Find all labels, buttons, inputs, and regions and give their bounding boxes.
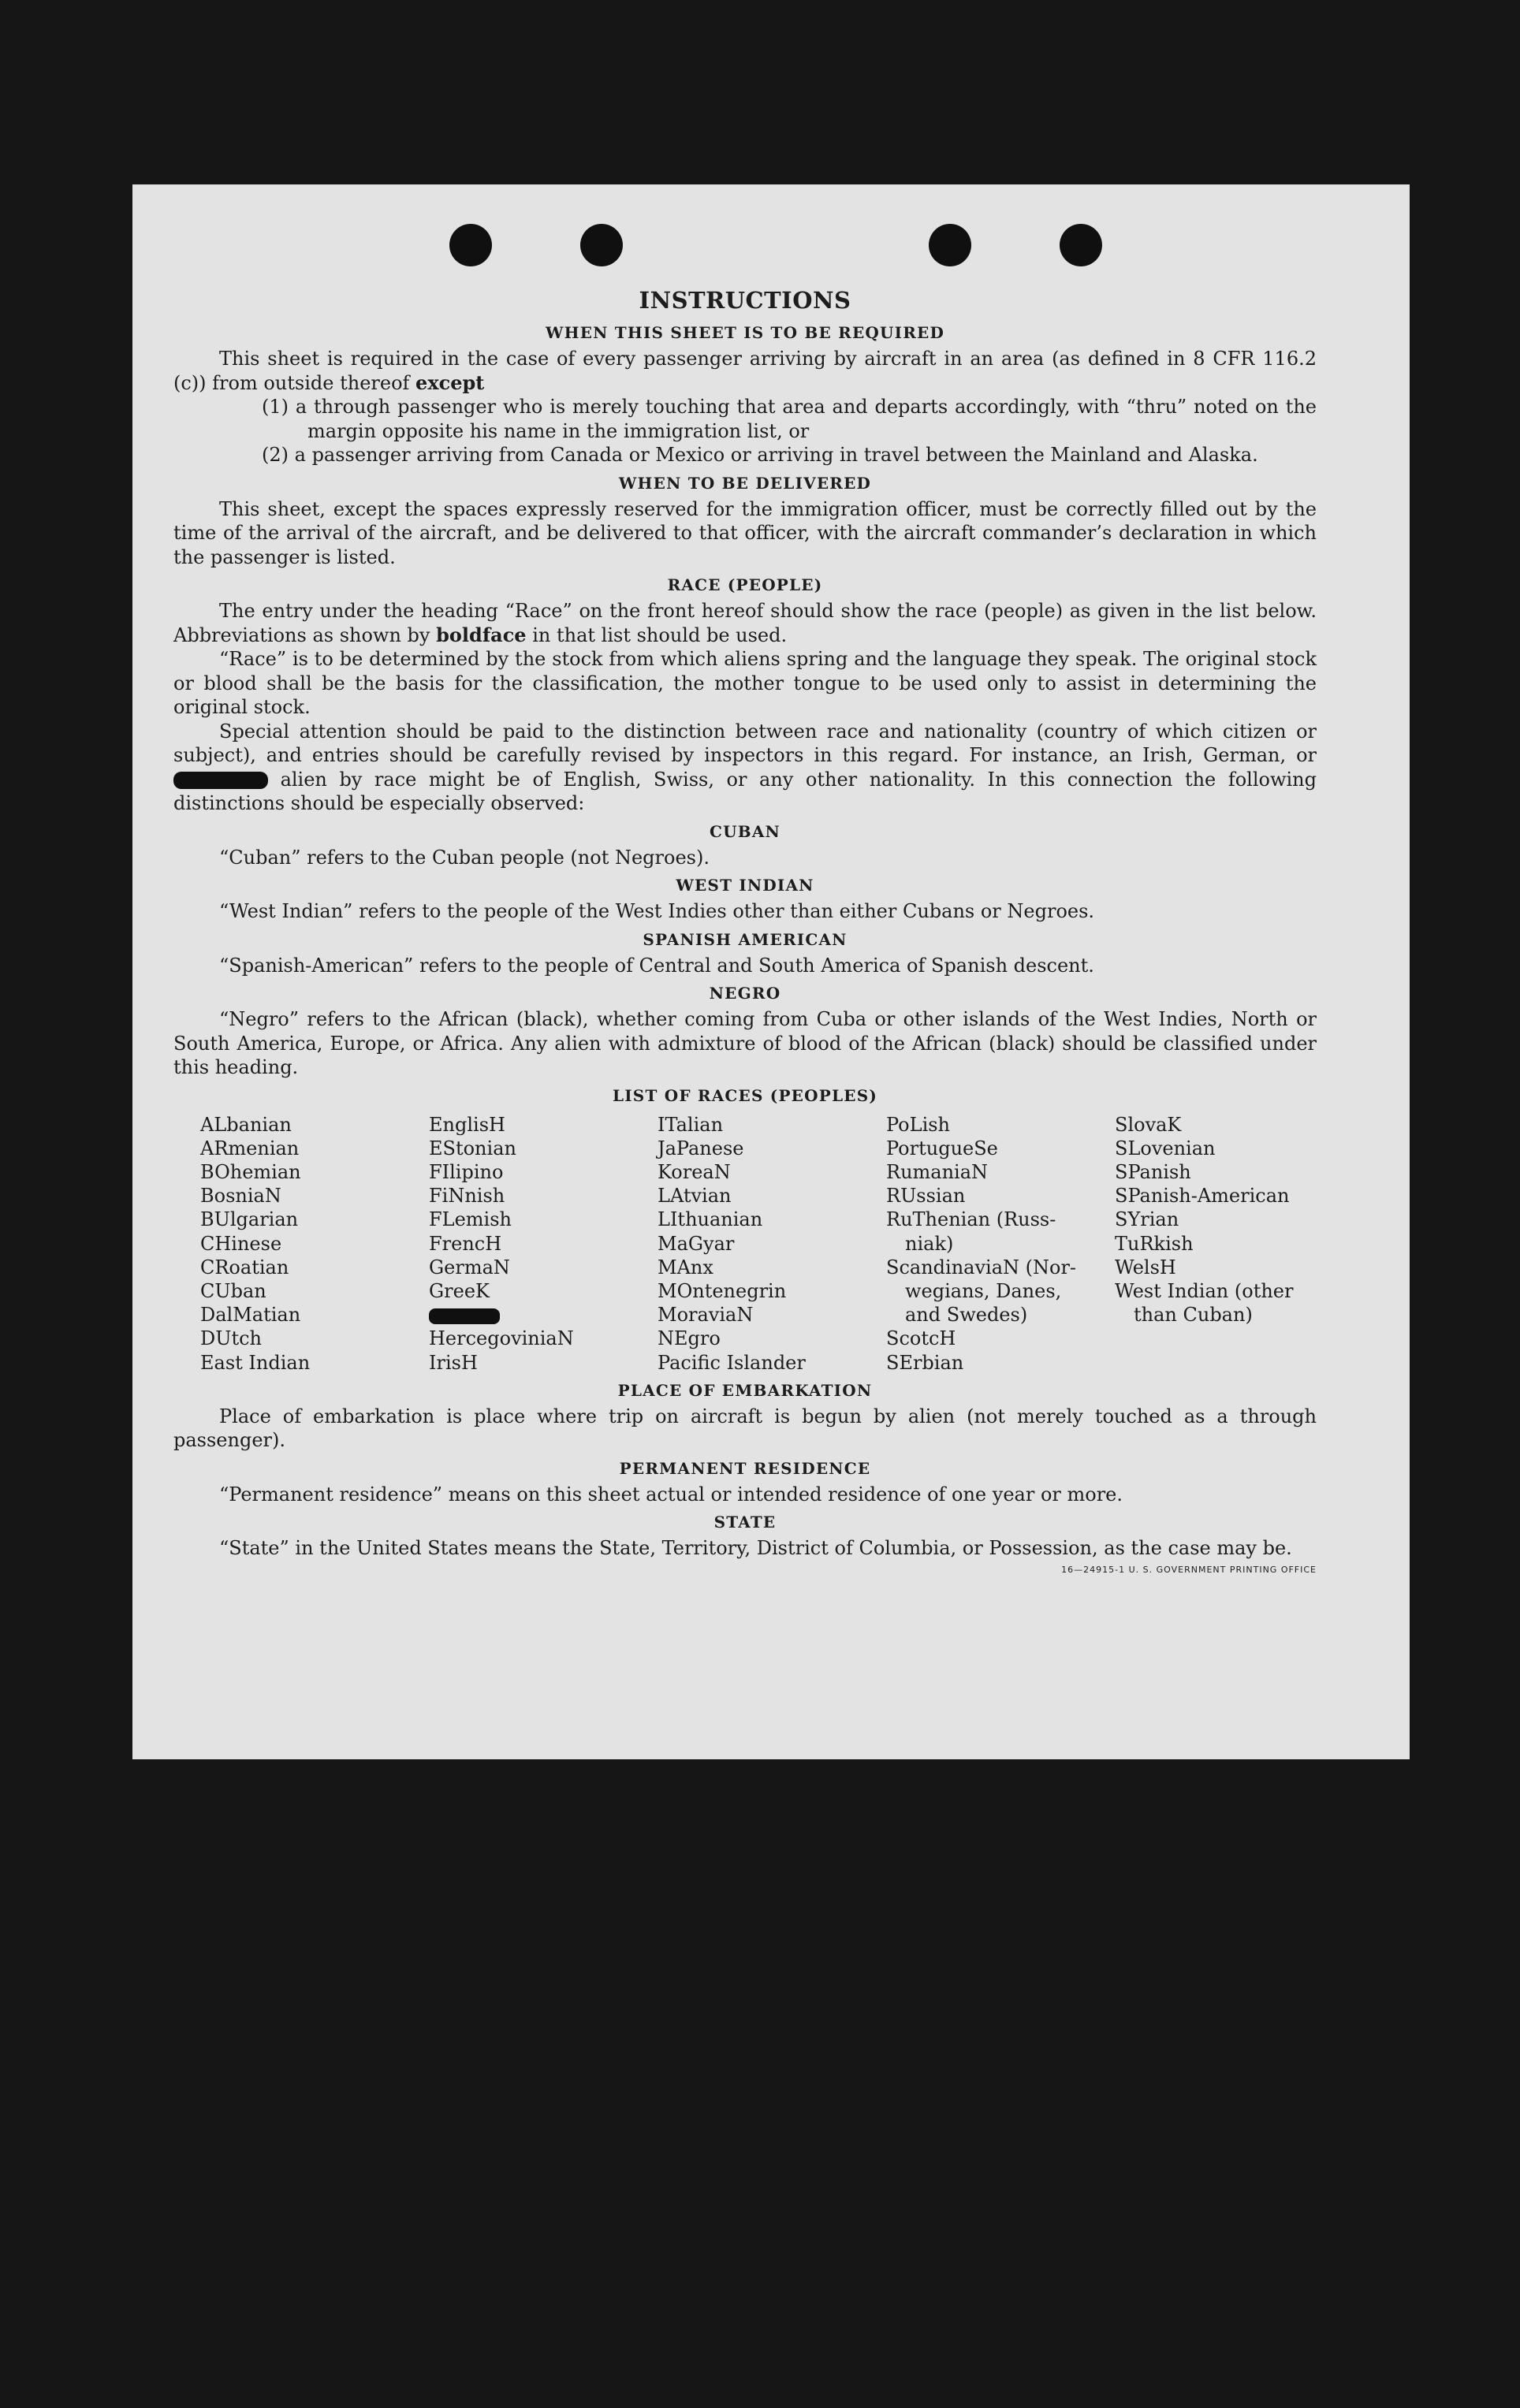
race-entry: WelsH bbox=[1115, 1256, 1176, 1278]
heading-west-indian: WEST INDIAN bbox=[676, 876, 814, 895]
race-entry: wegians, Danes, bbox=[905, 1279, 1062, 1302]
race-entry: LAtvian bbox=[658, 1185, 732, 1208]
race-entry: CRoatian bbox=[200, 1256, 289, 1278]
state-block bbox=[173, 1536, 1317, 1561]
punch-hole bbox=[580, 224, 623, 266]
race-entry: JaPanese bbox=[658, 1137, 744, 1159]
heading-list-of-races: LIST OF RACES (PEOPLES) bbox=[612, 1085, 878, 1105]
race-entry: SLovenian bbox=[1115, 1137, 1216, 1159]
race-entry: ScotcH bbox=[886, 1327, 956, 1350]
race-entry: Pacific Islander bbox=[658, 1351, 806, 1374]
race-paragraph-1: The entry under the heading “Race” on the front hereof should show the race (people) as given in the list below. Abbreviations as shown by boldface in that list should be used. bbox=[173, 600, 1317, 646]
race-entry: SlovaK bbox=[1115, 1113, 1182, 1136]
required-item-1: (1) a through passenger who is merely touching that area and departs accordingly, with “thru” noted on the margin opposite his name in the immigration list, or bbox=[262, 396, 1317, 442]
race-entry: EStonian bbox=[429, 1137, 516, 1159]
delivered-text: This sheet, except the spaces expressly reserved for the immigration officer, must be correctly filled out by the time of the arrival of the aircraft, and be delivered to that officer, with the aircraft commander’s declaration in which the passenger is listed. bbox=[173, 497, 1317, 568]
race-entry: ALbanian bbox=[200, 1113, 292, 1136]
heading-race: RACE (PEOPLE) bbox=[667, 575, 823, 594]
residence-text: “Permanent residence” means on this sheet actual or intended residence of one year or more. bbox=[219, 1483, 1123, 1505]
print-code: 16—24915-1 U. S. GOVERNMENT PRINTING OFFICE bbox=[1061, 1564, 1317, 1575]
race-entry: BOhemian bbox=[200, 1160, 301, 1183]
race-entry: PoLish bbox=[886, 1113, 951, 1136]
race-entry: TuRkish bbox=[1115, 1232, 1194, 1255]
required-intro: This sheet is required in the case of every passenger arriving by aircraft in an area (as defined in 8 CFR 116.2 (c)) from outside thereof except bbox=[173, 348, 1317, 394]
race-entry: BUlgarian bbox=[200, 1208, 299, 1231]
race-entry: LIthuanian bbox=[658, 1208, 763, 1231]
punch-hole bbox=[449, 224, 492, 266]
race-entry: RuThenian (Russ- bbox=[886, 1208, 1056, 1231]
cuban-text: “Cuban” refers to the Cuban people (not Negroes). bbox=[219, 846, 710, 869]
race-entry: RUssian bbox=[886, 1185, 966, 1208]
race-paragraph-2: “Race” is to be determined by the stock from which aliens spring and the language they speak. The original stock or blood shall be the basis for the classification, the mother tongue to be used only to assist in determining the original stock. bbox=[173, 648, 1317, 718]
race-entry: GreeK bbox=[429, 1279, 490, 1302]
race-paragraph-3: Special attention should be paid to the distinction between race and nationality (country of which citizen or subject), and entries should be carefully revised by inspectors in this regard. For instance, an Irish, German, or alien by race might be of English, Swiss, or any other nationality. In this connection the following distinctions should be especially observed: bbox=[173, 720, 1317, 814]
state-text: “State” in the United States means the State, Territory, District of Columbia, or Possession, as the case may be. bbox=[219, 1537, 1292, 1560]
heading-delivered: WHEN TO BE DELIVERED bbox=[618, 473, 872, 493]
west-indian-text: “West Indian” refers to the people of the West Indies other than either Cubans or Negroes. bbox=[219, 900, 1095, 922]
instruction-sheet bbox=[132, 184, 1410, 1759]
negro-text: “Negro” refers to the African (black), whether coming from Cuba or other islands of the West Indies, North or South America, Europe, or Africa. Any alien with admixture of blood of the African (black) should be classified under this heading. bbox=[173, 1008, 1317, 1078]
print-code-row bbox=[173, 1561, 1317, 1576]
heading-cuban: CUBAN bbox=[709, 821, 781, 841]
race-entry: West Indian (other bbox=[1115, 1279, 1294, 1302]
race-entry: BosniaN bbox=[200, 1185, 281, 1208]
race-entry: FIlipino bbox=[429, 1160, 504, 1183]
embarkation-text: Place of embarkation is place where trip on aircraft is begun by alien (not merely touched as a through passenger). bbox=[173, 1405, 1317, 1452]
heading-required: WHEN THIS SHEET IS TO BE REQUIRED bbox=[545, 323, 945, 342]
race-entry: MoraviaN bbox=[658, 1304, 754, 1327]
race-entry: HercegoviniaN bbox=[429, 1327, 574, 1350]
race-entry: MaGyar bbox=[658, 1232, 735, 1255]
race-entry: SPanish-American bbox=[1115, 1185, 1290, 1208]
race-entry: MOntenegrin bbox=[658, 1279, 787, 1302]
race-entry: FrencH bbox=[429, 1232, 502, 1255]
race-column-3 bbox=[658, 1113, 886, 1375]
punch-hole bbox=[1060, 224, 1102, 266]
race-entry: niak) bbox=[905, 1232, 954, 1255]
race-entry: ScandinaviaN (Nor- bbox=[886, 1256, 1077, 1278]
race-entry: CUban bbox=[200, 1279, 266, 1302]
race-entry: DalMatian bbox=[200, 1304, 301, 1327]
race-entry: SPanish bbox=[1115, 1160, 1191, 1183]
heading-residence: PERMANENT RESIDENCE bbox=[619, 1458, 871, 1478]
race-entry: IrisH bbox=[429, 1351, 478, 1374]
race-entry: NEgro bbox=[658, 1327, 721, 1350]
race-entry: FLemish bbox=[429, 1208, 512, 1231]
heading-spanish-american: SPANISH AMERICAN bbox=[643, 929, 848, 949]
race-column-5 bbox=[1115, 1113, 1343, 1375]
race-entry: SErbian bbox=[886, 1351, 964, 1374]
redaction bbox=[173, 772, 268, 789]
redaction bbox=[429, 1308, 500, 1324]
race-column-2 bbox=[429, 1113, 658, 1375]
race-entry: ARmenian bbox=[200, 1137, 300, 1159]
race-entry: East Indian bbox=[200, 1351, 311, 1374]
race-column-1 bbox=[200, 1113, 429, 1375]
race-entry: FiNnish bbox=[429, 1185, 505, 1208]
race-entry: GermaN bbox=[429, 1256, 510, 1278]
spanish-american-text: “Spanish-American” refers to the people of Central and South America of Spanish descent. bbox=[219, 954, 1094, 977]
race-entry-redacted bbox=[429, 1303, 658, 1327]
race-entry: SYrian bbox=[1115, 1208, 1179, 1231]
page-title: INSTRUCTIONS bbox=[639, 287, 851, 314]
race-entry: KoreaN bbox=[658, 1160, 731, 1183]
heading-state: STATE bbox=[713, 1513, 777, 1532]
race-entry: ITalian bbox=[658, 1113, 724, 1136]
race-entry: CHinese bbox=[200, 1232, 282, 1255]
race-entry: and Swedes) bbox=[905, 1304, 1028, 1327]
races-list bbox=[200, 1113, 1317, 1375]
race-entry: PortugueSe bbox=[886, 1137, 998, 1159]
race-entry: than Cuban) bbox=[1134, 1304, 1253, 1327]
heading-negro: NEGRO bbox=[709, 984, 781, 1003]
race-column-4 bbox=[886, 1113, 1115, 1375]
race-entry: RumaniaN bbox=[886, 1160, 989, 1183]
race-entry: DUtch bbox=[200, 1327, 263, 1350]
punch-hole bbox=[929, 224, 971, 266]
heading-embarkation: PLACE OF EMBARKATION bbox=[617, 1380, 873, 1400]
required-item-2: (2) a passenger arriving from Canada or Mexico or arriving in travel between the Mainland and Alaska. bbox=[262, 444, 1258, 466]
race-entry: EnglisH bbox=[429, 1113, 505, 1136]
race-entry: MAnx bbox=[658, 1256, 713, 1278]
